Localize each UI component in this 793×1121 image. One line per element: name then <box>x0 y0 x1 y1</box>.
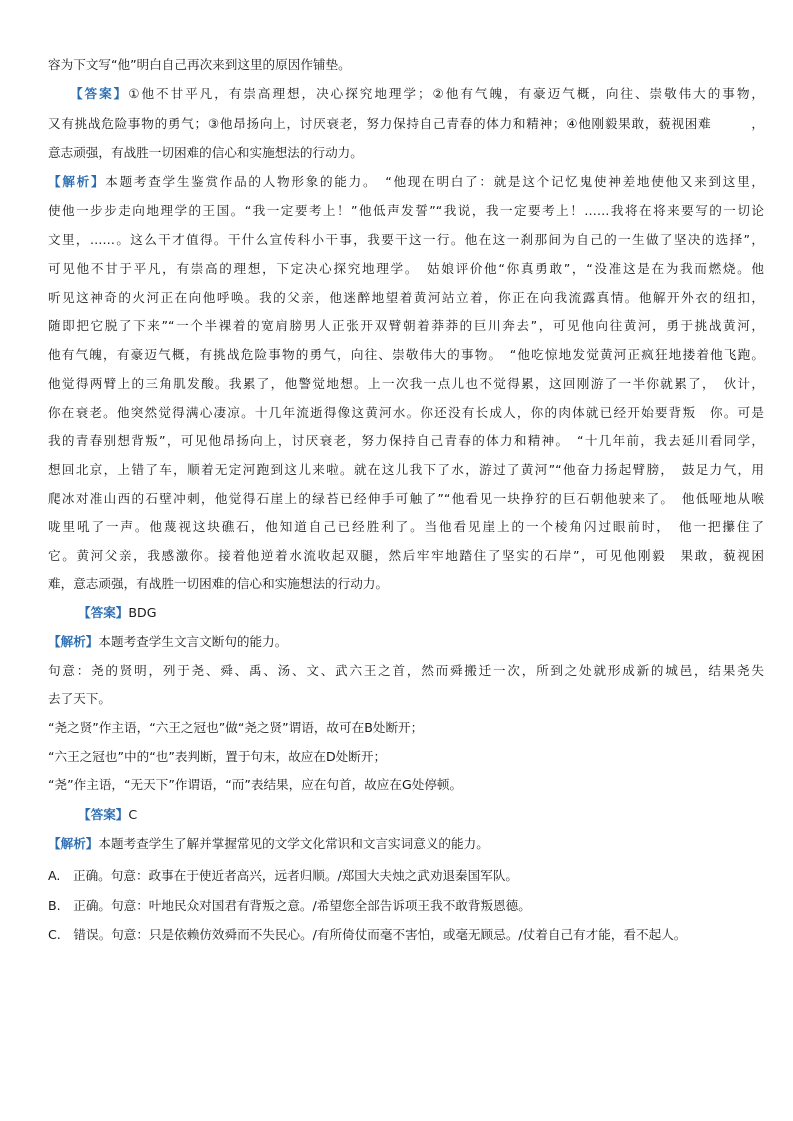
text-line: 本题考查学生了解并掌握常见的文学文化常识和文言实词意义的能力。 <box>98 836 489 851</box>
text-line: 本题考查学生鉴赏作品的人物形象的能力。 “他现在明白了：就是这个记忆鬼使神差地使他又来到这里， <box>105 174 764 189</box>
text-line: 爬冰对准山西的石壁冲刺，他觉得石崖上的绿苔已经伸手可触了”“他看见一块挣狞的巨石朝他驶来了。 他低哑地从喉 <box>48 491 764 506</box>
text-line: “尧之贤”作主语，“六王之冠也”做“尧之贤”谓语，故可在B处断开； <box>48 720 424 735</box>
answer-line <box>78 603 764 623</box>
text-line: BDG <box>128 605 157 620</box>
analysis-line <box>48 172 764 192</box>
analysis-line <box>48 834 764 854</box>
text-line: 意志顽强，有战胜一切困难的信心和实施想法的行动力。 <box>48 145 363 160</box>
answer-tag: 【答案】 <box>78 807 129 822</box>
text-line: 咙里吼了一声。他蔑视这块礁石，他知道自己已经胜利了。当他看见崖上的一个棱角闪过眼前时， 他一把攥住了 <box>48 519 764 534</box>
text-line: “尧”作主语，“无天下”作谓语，“而”表结果，应在句首，故应在G处停顿。 <box>48 777 463 792</box>
text-line: 使他一步步走向地理学的王国。“我一定要考上！”他低声发誓”“我说，我一定要考上！……我将在将来要写的一切论 <box>48 203 764 218</box>
text-line: “六王之冠也”中的“也”表判断，置于句末，故应在D处断开； <box>48 749 387 764</box>
text-line: 又有挑战危险事物的勇气；③他昂扬向上，讨厌衰老，努力保持自己青春的体力和精神；④他刚毅果敢，藐视困难 ， <box>48 116 764 131</box>
text-line: 文里，……。这么干才值得。干什么宣传科小干事，我要干这一行。他在这一刹那间为自己的一生做了坚决的选择”， <box>48 232 764 247</box>
text-line: C <box>128 807 138 822</box>
text-line: 可见他不甘于平凡，有崇高的理想，下定决心探究地理学。 姑娘评价他“你真勇敢”，“没准这是在为我而燃烧。他 <box>48 261 764 276</box>
text-line: 本题考查学生文言文断句的能力。 <box>98 634 288 649</box>
text-line: 你在衰老。他突然觉得满心凄凉。十几年流逝得像这黄河水。你还没有长成人，你的肉体就已经开始要背叛 你。可是 <box>48 405 764 420</box>
answer-line <box>70 84 764 104</box>
analysis-tag: 【解析】 <box>48 174 106 189</box>
text-line: 他觉得两臂上的三角肌发酸。我累了，他警觉地想。上一次我一点儿也不觉得累，这回刚游了一半你就累了， 伙计， <box>48 376 764 391</box>
text-line: 去了天下。 <box>48 691 111 706</box>
answer-line <box>78 805 764 825</box>
analysis-tag: 【解析】 <box>48 634 99 649</box>
analysis-tag: 【解析】 <box>48 836 99 851</box>
text-line: 它。黄河父亲，我感激你。接着他逆着水流收起双腿，然后牢牢地踏住了坚实的石岸”，可见他刚毅 果敢，藐视困 <box>48 548 764 563</box>
text-line: 想回北京，上错了车，顺着无定河跑到这儿来啦。就在这儿我下了水，游过了黄河”“他奋力扬起臂膀， 鼓足力气，用 <box>48 462 764 477</box>
answer-tag: 【答案】 <box>78 605 129 620</box>
text-line: 听见这神奇的火河正在向他呼唤。我的父亲，他迷醉地望着黄河站立着，你正在向我流露真情。他解开外衣的纽扣， <box>48 290 764 305</box>
text-line: 容为下文写“他”明白自己再次来到这里的原因作铺垫。 <box>48 57 351 72</box>
analysis-line <box>48 632 764 652</box>
text-line: 句意：尧的贤明，列于尧、舜、禹、汤、文、武六王之首，然而舜搬迁一次，所到之处就形成新的城邑，结果尧失 <box>48 663 764 678</box>
text-line: ①他不甘平凡，有崇高理想，决心探究地理学；②他有气魄，有豪迈气概，向往、崇敬伟大的事物， <box>128 86 764 101</box>
text-line: 他有气魄，有豪迈气概，有挑战危险事物的勇气，向往、崇敬伟大的事物。 “他吃惊地发觉黄河正疯狂地搂着他飞跑。 <box>48 347 764 362</box>
text-line: 我的青春别想背叛”，可见他昂扬向上，讨厌衰老，努力保持自己青春的体力和精神。 “十几年前，我去延川看同学， <box>48 433 764 448</box>
answer-tag: 【答案】 <box>70 86 129 101</box>
option-c: C. 错误。句意：只是依赖仿效舜而不失民心。/有所倚仗而毫不害怕，或毫无顾忌。/仗着自己有才能，看不起人。 <box>48 927 687 942</box>
option-a: A. 正确。句意：政事在于使近者高兴，远者归顺。/郑国大夫烛之武劝退秦国军队。 <box>48 868 519 883</box>
option-b: B. 正确。句意：叶地民众对国君有背叛之意。/希望您全部告诉项王我不敢背叛恩德。 <box>48 898 531 913</box>
text-line: 难，意志顽强，有战胜一切困难的信心和实施想法的行动力。 <box>48 576 389 591</box>
text-line: 随即把它脱了下来”“一个半裸着的宽肩膀男人正张开双臂朝着莽莽的巨川奔去”，可见他向往黄河，勇于挑战黄河， <box>48 318 764 333</box>
